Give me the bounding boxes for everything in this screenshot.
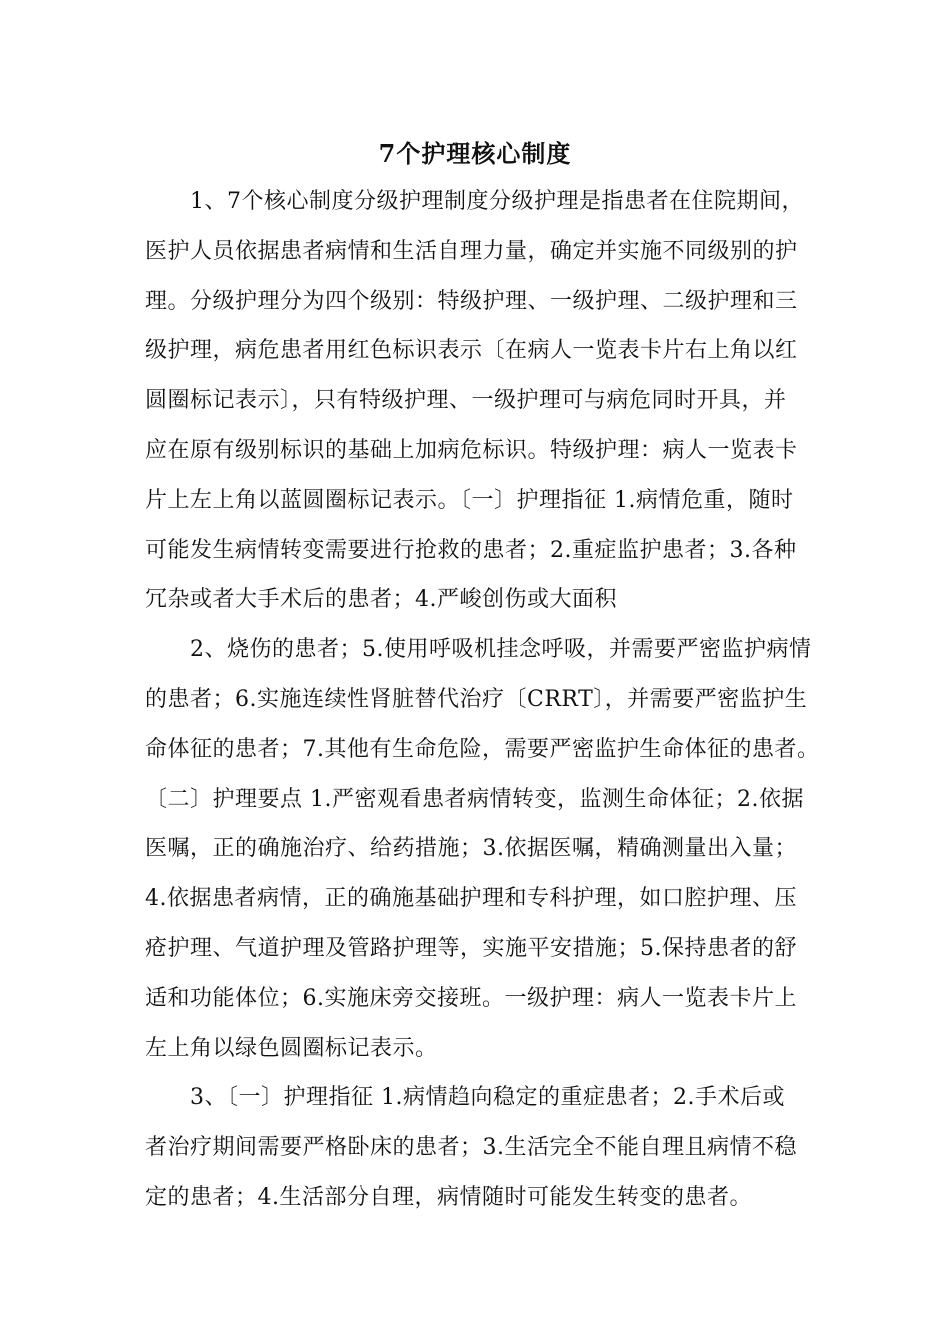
document-title: 7个护理核心制度 [378, 139, 572, 168]
paragraph-line: 级护理，病危患者用红色标识表示〔在病人一览表卡片右上角以红 [145, 338, 798, 363]
paragraph-line: 片上左上角以蓝圆圈标记表示。〔一〕护理指征 1.病情危重，随时 [145, 488, 794, 513]
paragraph-line: 疮护理、气道护理及管路护理等，实施平安措施；5.保持患者的舒 [145, 936, 797, 961]
paragraph-line: 〔二〕护理要点 1.严密观看患者病情转变，监测生命体征；2.依据 [145, 787, 804, 812]
paragraph-line: 可能发生病情转变需要进行抢救的患者；2.重症监护患者；3.各种 [145, 538, 797, 563]
paragraph-line: 冗杂或者大手术后的患者；4.严峻创伤或大面积 [145, 587, 617, 612]
paragraph-line: 2、烧伤的患者；5.使用呼吸机挂念呼吸，并需要严密监护病情 [190, 637, 812, 662]
paragraph-line: 应在原有级别标识的基础上加病危标识。特级护理：病人一览表卡 [145, 438, 798, 463]
paragraph-line: 适和功能体位；6.实施床旁交接班。一级护理：病人一览表卡片上 [145, 986, 797, 1011]
paragraph-line: 医护人员依据患者病情和生活自理力量，确定并实施不同级别的护 [145, 239, 798, 264]
paragraph-line: 理。分级护理分为四个级别：特级护理、一级护理、二级护理和三 [145, 289, 798, 314]
paragraph-line: 医嘱，正的确施治疗、给药措施；3.依据医嘱，精确测量出入量； [145, 836, 797, 861]
paragraph-line: 左上角以绿色圆圈标记表示。 [145, 1036, 438, 1061]
paragraph-line: 的患者；6.实施连续性肾脏替代治疗〔CRRT〕，并需要严密监护生 [145, 687, 808, 712]
paragraph-line: 圆圈标记表示〕，只有特级护理、一级护理可与病危同时开具，并 [145, 388, 787, 413]
paragraph-line: 者治疗期间需要严格卧床的患者；3.生活完全不能自理且病情不稳 [145, 1135, 797, 1160]
paragraph-line: 4.依据患者病情，正的确施基础护理和专科护理，如口腔护理、压 [145, 886, 797, 911]
paragraph-line: 定的患者；4.生活部分自理，病情随时可能发生转变的患者。 [145, 1185, 752, 1210]
paragraph-line: 3、〔一〕护理指征 1.病情趋向稳定的重症患者；2.手术后或 [190, 1085, 785, 1110]
paragraph-line: 1、7个核心制度分级护理制度分级护理是指患者在住院期间， [190, 189, 804, 214]
paragraph-line: 命体征的患者；7.其他有生命危险，需要严密监护生命体征的患者。 [145, 737, 820, 762]
